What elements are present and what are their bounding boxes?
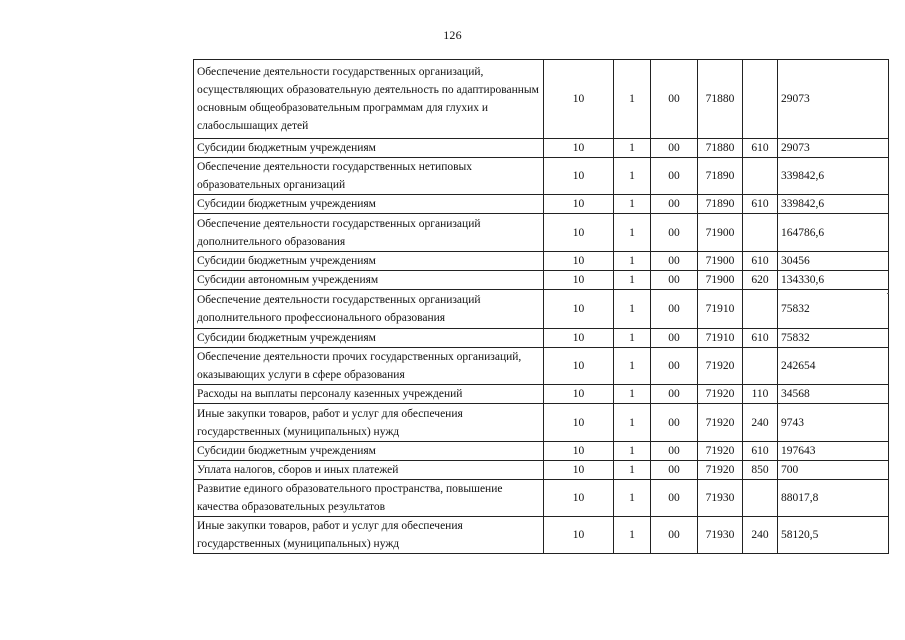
row-target-code: 71890 [698, 158, 743, 195]
row-expense-type: 610 [743, 139, 778, 158]
row-section: 10 [544, 252, 614, 271]
row-section: 10 [544, 480, 614, 517]
row-target-code: 71920 [698, 385, 743, 404]
table-row [194, 195, 889, 214]
budget-table [193, 59, 889, 554]
scan-mark [887, 293, 889, 294]
table-row [194, 252, 889, 271]
table-row [194, 158, 889, 195]
row-section: 10 [544, 158, 614, 195]
row-program: 00 [651, 290, 698, 329]
row-name: Расходы на выплаты персоналу казенных учреждений [194, 385, 544, 404]
row-expense-type: 610 [743, 442, 778, 461]
row-subsection: 1 [614, 271, 651, 290]
row-subsection: 1 [614, 252, 651, 271]
row-expense-type [743, 348, 778, 385]
row-amount: 339842,6 [778, 195, 889, 214]
row-section: 10 [544, 442, 614, 461]
row-name: Обеспечение деятельности государственных организаций дополнительного профессионального образования [194, 290, 544, 329]
row-subsection: 1 [614, 214, 651, 252]
row-target-code: 71900 [698, 214, 743, 252]
row-amount: 700 [778, 461, 889, 480]
row-expense-type: 620 [743, 271, 778, 290]
row-program: 00 [651, 461, 698, 480]
row-name: Обеспечение деятельности государственных нетиповых образовательных организаций [194, 158, 544, 195]
row-program: 00 [651, 442, 698, 461]
row-subsection: 1 [614, 442, 651, 461]
row-program: 00 [651, 480, 698, 517]
table-row [194, 290, 889, 329]
row-program: 00 [651, 60, 698, 139]
row-amount: 9743 [778, 404, 889, 442]
row-amount: 29073 [778, 60, 889, 139]
row-target-code: 71910 [698, 290, 743, 329]
row-program: 00 [651, 329, 698, 348]
row-target-code: 71930 [698, 480, 743, 517]
row-expense-type [743, 60, 778, 139]
row-expense-type: 610 [743, 329, 778, 348]
row-amount: 164786,6 [778, 214, 889, 252]
row-section: 10 [544, 385, 614, 404]
row-amount: 242654 [778, 348, 889, 385]
row-target-code: 71930 [698, 517, 743, 554]
row-name: Субсидии бюджетным учреждениям [194, 442, 544, 461]
row-program: 00 [651, 517, 698, 554]
row-target-code: 71880 [698, 139, 743, 158]
row-amount: 75832 [778, 329, 889, 348]
row-section: 10 [544, 290, 614, 329]
row-target-code: 71890 [698, 195, 743, 214]
row-name: Иные закупки товаров, работ и услуг для обеспечения государственных (муниципальных) нужд [194, 517, 544, 554]
row-subsection: 1 [614, 60, 651, 139]
row-name: Развитие единого образовательного пространства, повышение качества образовательных результатов [194, 480, 544, 517]
table-row [194, 60, 889, 139]
table-row [194, 139, 889, 158]
row-program: 00 [651, 158, 698, 195]
row-program: 00 [651, 348, 698, 385]
table-row [194, 461, 889, 480]
row-amount: 339842,6 [778, 158, 889, 195]
row-subsection: 1 [614, 329, 651, 348]
row-section: 10 [544, 214, 614, 252]
row-program: 00 [651, 271, 698, 290]
row-section: 10 [544, 139, 614, 158]
row-amount: 75832 [778, 290, 889, 329]
row-subsection: 1 [614, 139, 651, 158]
row-target-code: 71920 [698, 461, 743, 480]
row-expense-type [743, 158, 778, 195]
row-subsection: 1 [614, 517, 651, 554]
row-expense-type: 240 [743, 517, 778, 554]
row-program: 00 [651, 214, 698, 252]
row-amount: 58120,5 [778, 517, 889, 554]
row-expense-type: 610 [743, 252, 778, 271]
row-subsection: 1 [614, 348, 651, 385]
row-section: 10 [544, 195, 614, 214]
row-program: 00 [651, 139, 698, 158]
row-expense-type: 240 [743, 404, 778, 442]
row-expense-type: 850 [743, 461, 778, 480]
row-target-code: 71880 [698, 60, 743, 139]
row-amount: 88017,8 [778, 480, 889, 517]
row-name: Иные закупки товаров, работ и услуг для обеспечения государственных (муниципальных) нужд [194, 404, 544, 442]
row-name: Субсидии автономным учреждениям [194, 271, 544, 290]
table-row [194, 348, 889, 385]
row-program: 00 [651, 252, 698, 271]
row-program: 00 [651, 404, 698, 442]
page-number: 126 [443, 28, 462, 42]
row-amount: 34568 [778, 385, 889, 404]
row-section: 10 [544, 348, 614, 385]
row-name: Субсидии бюджетным учреждениям [194, 252, 544, 271]
row-subsection: 1 [614, 290, 651, 329]
row-target-code: 71920 [698, 348, 743, 385]
row-program: 00 [651, 195, 698, 214]
row-expense-type [743, 290, 778, 329]
row-expense-type: 110 [743, 385, 778, 404]
row-subsection: 1 [614, 195, 651, 214]
row-name: Обеспечение деятельности государственных организаций дополнительного образования [194, 214, 544, 252]
table-row [194, 442, 889, 461]
row-amount: 197643 [778, 442, 889, 461]
row-expense-type [743, 214, 778, 252]
row-expense-type: 610 [743, 195, 778, 214]
row-section: 10 [544, 271, 614, 290]
row-target-code: 71910 [698, 329, 743, 348]
row-subsection: 1 [614, 158, 651, 195]
row-program: 00 [651, 385, 698, 404]
row-section: 10 [544, 404, 614, 442]
table-row [194, 385, 889, 404]
row-name: Обеспечение деятельности государственных организаций, осуществляющих образовательную деятельность по адаптированным основным общеобразовательным программам для глухих и слабослышащих детей [194, 60, 544, 139]
row-name: Субсидии бюджетным учреждениям [194, 195, 544, 214]
row-subsection: 1 [614, 461, 651, 480]
row-target-code: 71920 [698, 442, 743, 461]
table-row [194, 214, 889, 252]
table-row [194, 404, 889, 442]
row-expense-type [743, 480, 778, 517]
row-amount: 29073 [778, 139, 889, 158]
row-subsection: 1 [614, 480, 651, 517]
row-amount: 134330,6 [778, 271, 889, 290]
table-row [194, 517, 889, 554]
row-name: Обеспечение деятельности прочих государственных организаций, оказывающих услуги в сфере образования [194, 348, 544, 385]
row-target-code: 71900 [698, 252, 743, 271]
row-section: 10 [544, 329, 614, 348]
table-body [194, 60, 889, 554]
row-name: Уплата налогов, сборов и иных платежей [194, 461, 544, 480]
row-name: Субсидии бюджетным учреждениям [194, 329, 544, 348]
row-section: 10 [544, 517, 614, 554]
row-section: 10 [544, 60, 614, 139]
row-target-code: 71920 [698, 404, 743, 442]
table-row [194, 271, 889, 290]
row-amount: 30456 [778, 252, 889, 271]
row-name: Субсидии бюджетным учреждениям [194, 139, 544, 158]
row-subsection: 1 [614, 385, 651, 404]
table-row [194, 480, 889, 517]
row-target-code: 71900 [698, 271, 743, 290]
row-subsection: 1 [614, 404, 651, 442]
table-row [194, 329, 889, 348]
row-section: 10 [544, 461, 614, 480]
